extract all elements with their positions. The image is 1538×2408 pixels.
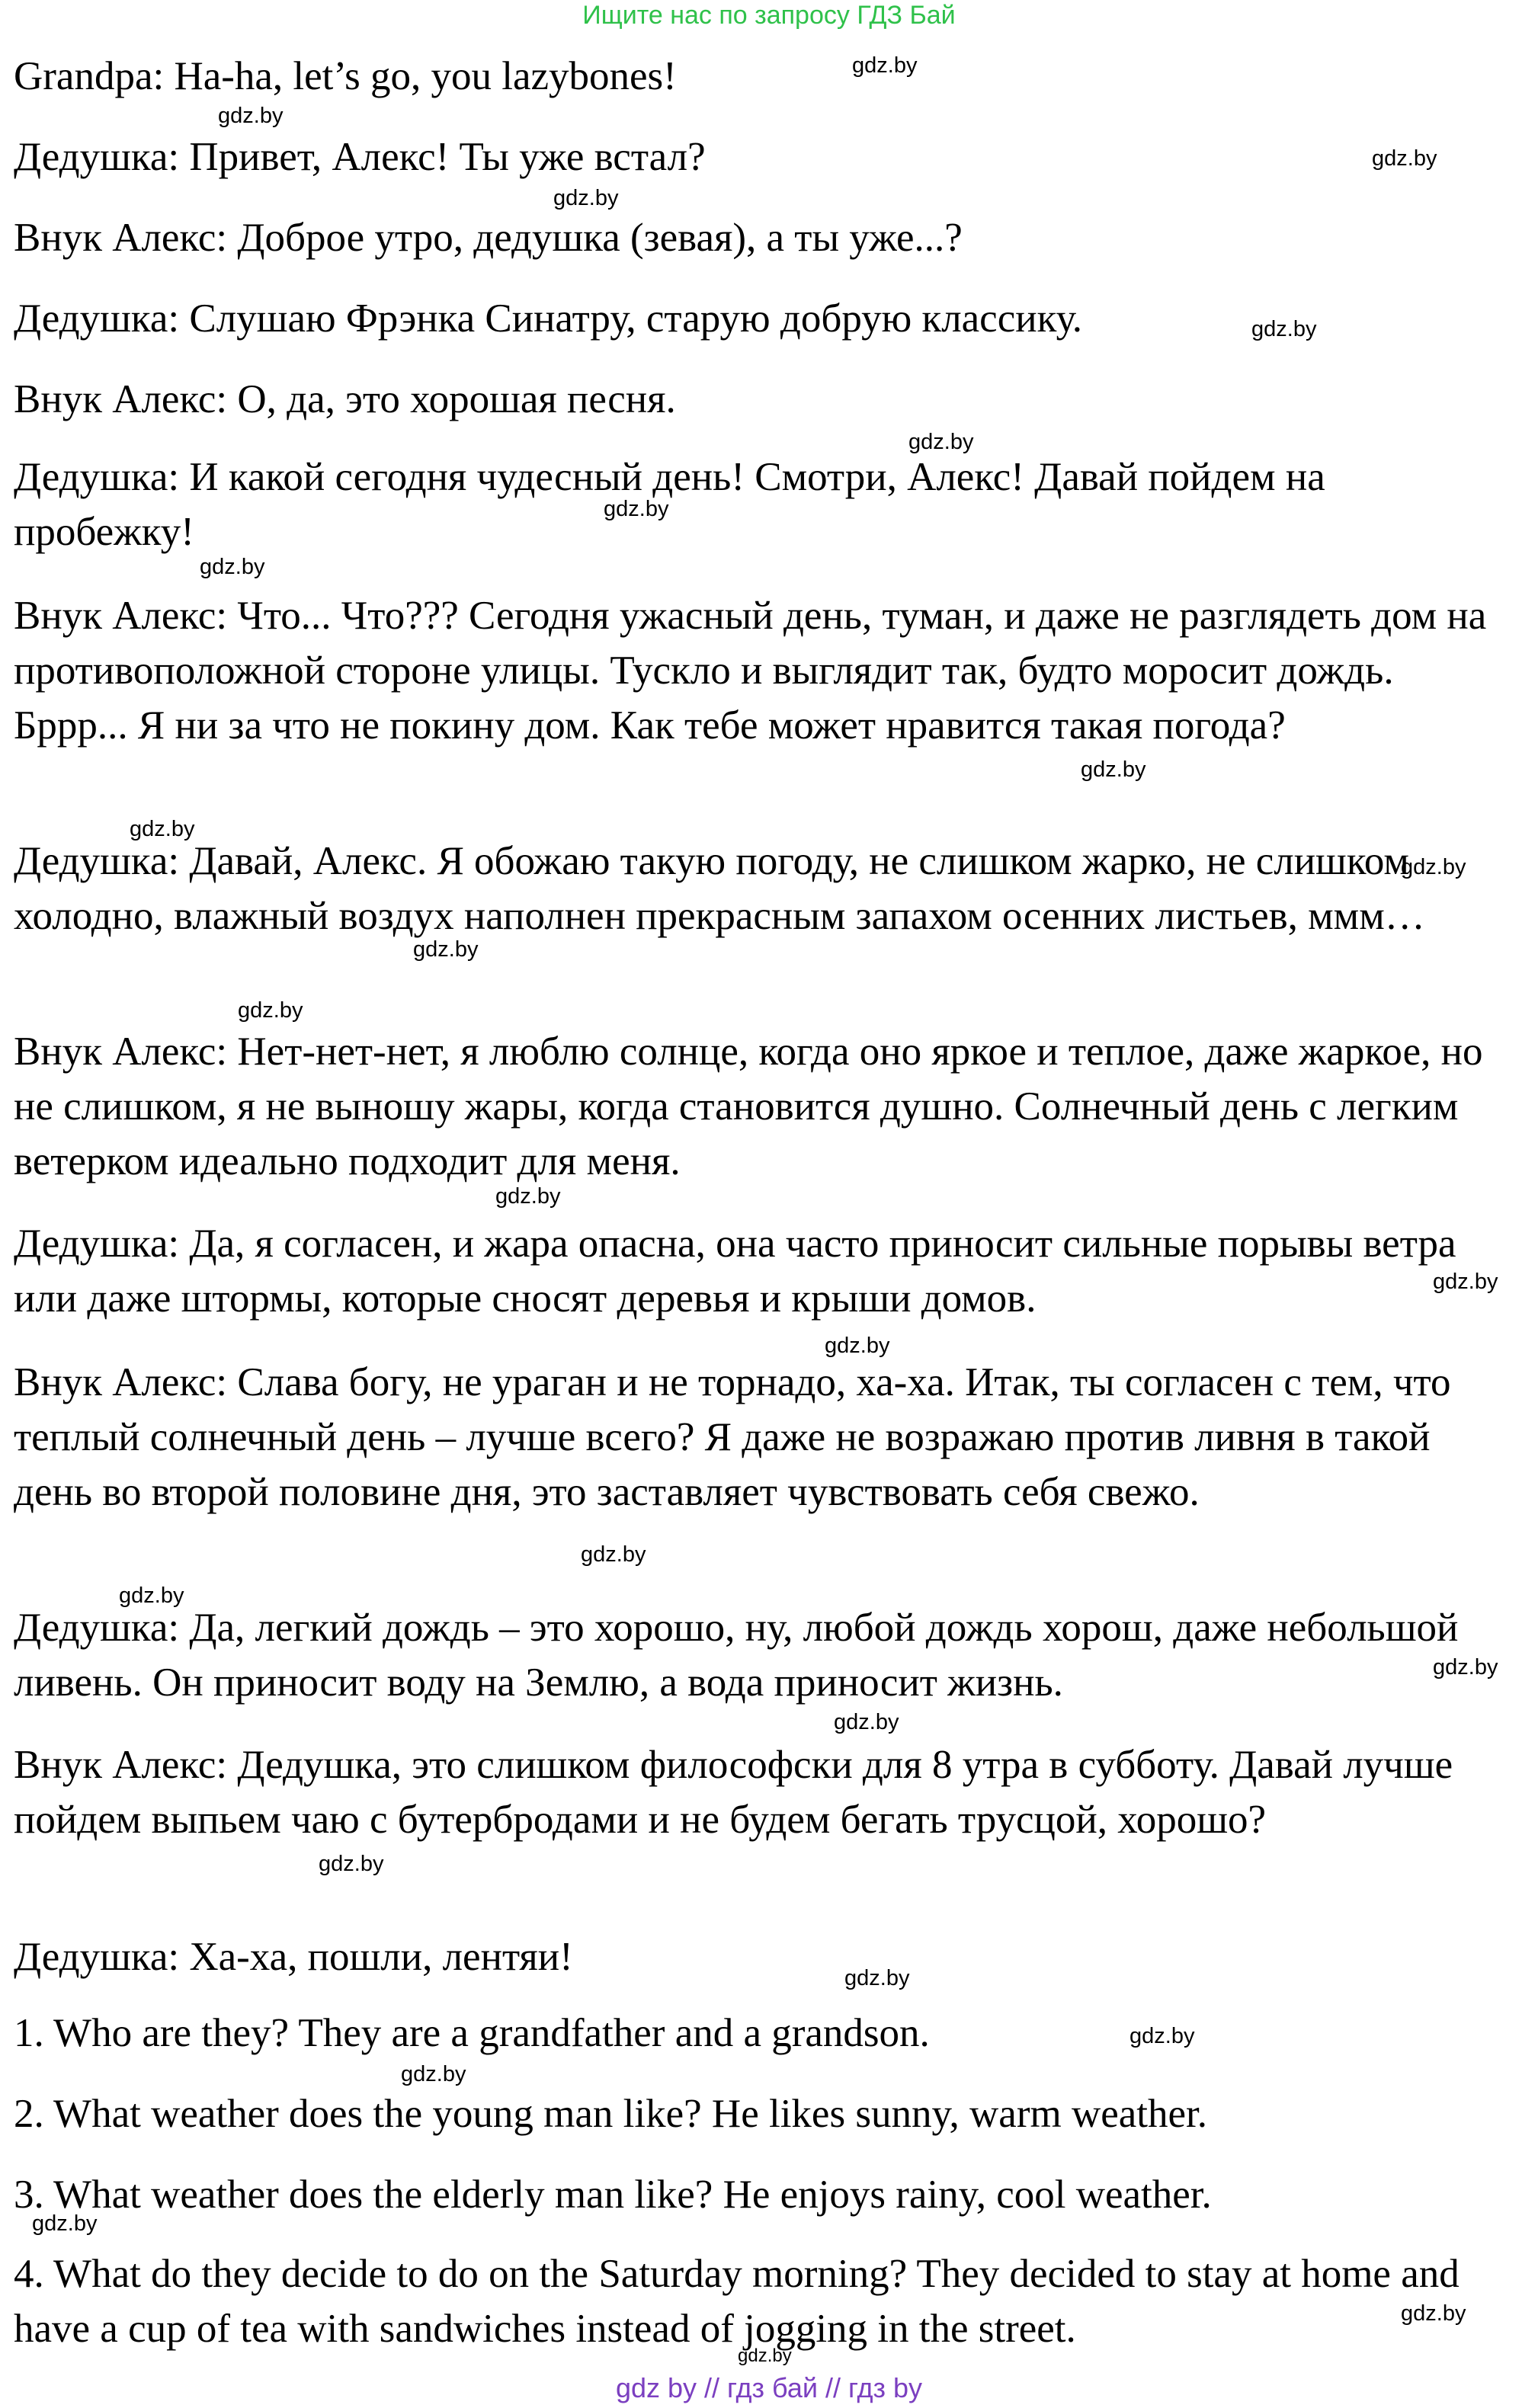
watermark: gdz.by [834, 1710, 899, 1734]
watermark: gdz.by [1433, 1655, 1498, 1680]
watermark: gdz.by [401, 2062, 466, 2086]
answer-line: 3. What weather does the elderly man like? He enjoys rainy, cool weather. [14, 2173, 1212, 2217]
dialogue-line: Дедушка: Да, я согласен, и жара опасна, она часто приносит сильные порывы ветра или даже штормы, которые сносят деревья и крыши домов. [14, 1222, 1456, 1321]
watermark: gdz.by [604, 497, 669, 521]
watermark: gdz.by [553, 186, 619, 210]
watermark: gdz.by [200, 555, 265, 579]
watermark: gdz.by [130, 817, 195, 841]
watermark: gdz.by [238, 998, 303, 1023]
watermark: gdz.by [1401, 855, 1466, 879]
watermark: gdz.by [1372, 146, 1437, 171]
watermark: gdz.by [1081, 757, 1146, 782]
dialogue-line: Дедушка: Да, легкий дождь – это хорошо, ну, любой дождь хорош, даже небольшой ливень. Он приносит воду на Землю, а вода приносит жизнь. [14, 1606, 1459, 1705]
watermark: gdz.by [738, 2346, 792, 2366]
watermark: gdz.by [319, 1852, 384, 1876]
dialogue-line: Дедушка: Давай, Алекс. Я обожаю такую погоду, не слишком жарко, не слишком холодно, влажный воздух наполнен прекрасным запахом осенних листьев, ммм… [14, 839, 1425, 938]
watermark: gdz.by [1251, 317, 1317, 341]
dialogue-line: Дедушка: Слушаю Фрэнка Синатру, старую добрую классику. [14, 296, 1083, 341]
dialogue-line: Внук Алекс: Доброе утро, дедушка (зевая), а ты уже...? [14, 216, 963, 260]
site-footer-links: gdz by // гдз бай // гдз by [615, 2372, 923, 2403]
watermark: gdz.by [1433, 1270, 1498, 1294]
watermark: gdz.by [825, 1334, 890, 1358]
dialogue-line: Внук Алекс: Нет-нет-нет, я люблю солнце, когда оно яркое и теплое, даже жаркое, но не слишком, я не выношу жары, когда становится душно. Солнечный день с легким ветерком идеально подходит для меня. [14, 1029, 1483, 1183]
watermark: gdz.by [495, 1184, 561, 1209]
dialogue-line: Grandpa: Ha-ha, let’s go, you lazybones! [14, 54, 677, 98]
watermark: gdz.by [218, 104, 284, 128]
watermark: gdz.by [1129, 2024, 1195, 2048]
dialogue-line: Дедушка: И какой сегодня чудесный день! Смотри, Алекс! Давай пойдем на пробежку! [14, 455, 1325, 554]
watermark: gdz.by [1401, 2301, 1466, 2326]
answer-line: 1. Who are they? They are a grandfather and a grandson. [14, 2011, 930, 2055]
dialogue-line: Внук Алекс: Слава богу, не ураган и не торнадо, ха-ха. Итак, ты согласен с тем, что теплый солнечный день – лучше всего? Я даже не возражаю против ливня в такой день во второй половине дня, это заставляет чувствовать себя свежо. [14, 1360, 1451, 1514]
watermark: gdz.by [852, 53, 918, 78]
dialogue-line: Внук Алекс: О, да, это хорошая песня. [14, 377, 676, 421]
site-search-banner: Ищите нас по запросу ГДЗ Бай [582, 1, 956, 30]
answer-line: 4. What do they decide to do on the Saturday morning? They decided to stay at home and have a cup of tea with sandwiches instead of jogging in the street. [14, 2252, 1459, 2351]
watermark: gdz.by [119, 1583, 184, 1608]
watermark: gdz.by [844, 1966, 910, 1990]
watermark: gdz.by [32, 2211, 98, 2236]
watermark: gdz.by [908, 430, 974, 454]
answer-line: 2. What weather does the young man like? He likes sunny, warm weather. [14, 2092, 1207, 2136]
dialogue-line: Внук Алекс: Что... Что??? Сегодня ужасный день, туман, и даже не разглядеть дом на противоположной стороне улицы. Тускло и выглядит так, будто моросит дождь. Бppp... Я ни за что не покину дом. Как тебе может нравится такая погода? [14, 594, 1487, 748]
watermark: gdz.by [581, 1542, 646, 1567]
dialogue-line: Дедушка: Ха-ха, пошли, лентяи! [14, 1935, 573, 1979]
watermark: gdz.by [413, 937, 479, 962]
dialogue-line: Внук Алекс: Дедушка, это слишком философски для 8 утра в субботу. Давай лучше пойдем выпьем чаю с бутербродами и не будем бегать трусцой, хорошо? [14, 1743, 1453, 1842]
dialogue-line: Дедушка: Привет, Алекс! Ты уже встал? [14, 135, 706, 179]
